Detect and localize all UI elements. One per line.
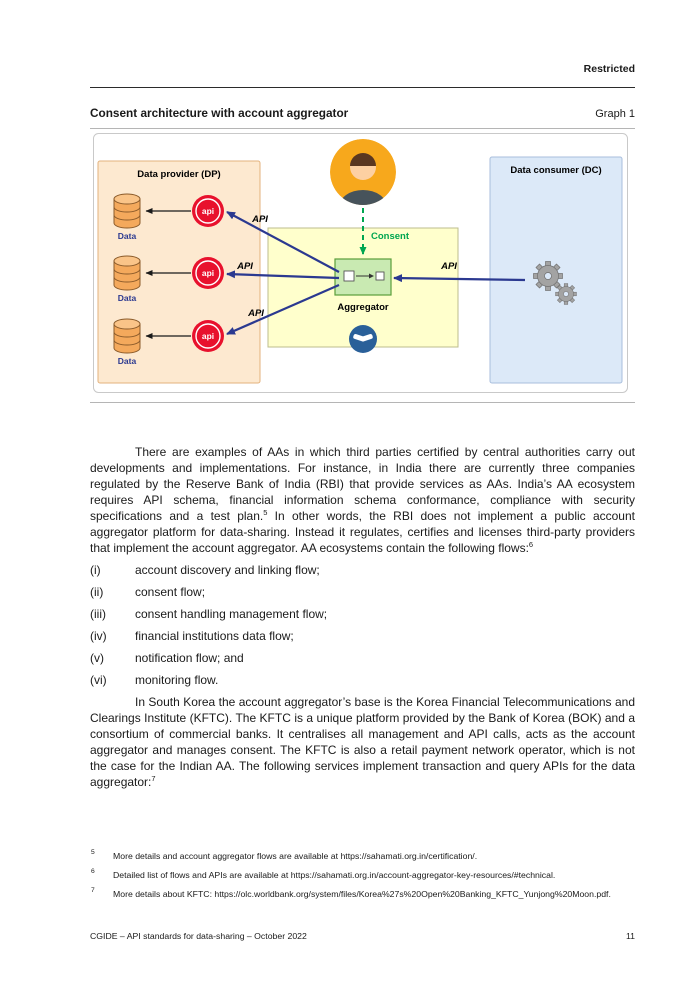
- footnote-ref-7: 7: [151, 774, 156, 783]
- list-item: [90, 606, 635, 622]
- list-marker: (v): [90, 651, 104, 665]
- flows-list: [90, 562, 635, 688]
- data-label: Data: [117, 231, 137, 241]
- footnote-ref-5: 5: [263, 508, 268, 517]
- aggregator-flow-icon: [376, 272, 384, 280]
- paragraph-1-text: There are examples of AAs in which third parties certified by central authorities carry out developments and implementations. For instance, in India there are currently three companies regulated by the Reserve Bank of India (RBI) that provide services as AAs. India’s AA ecosystem requires API schema, financial information schema conformance, compliance with security specifications and a test plan.: [90, 445, 635, 523]
- list-text: financial institutions data flow;: [135, 629, 294, 643]
- gear-icon: [534, 262, 563, 291]
- gear-icon: [556, 284, 577, 305]
- paragraph-2-text: In South Korea the account aggregator’s base is the Korea Financial Telecommunications and Clearings Institute (KFTC). The KFTC is a unique platform provided by the Bank of Korea (BOK) and a consortium of commercial banks. It centralises all management and API calls, acts as the account aggregator and manages consent. The KFTC is also a retail payment network operator, which is not the case for the Indian AA. The following services implement transaction and query APIs for the data aggregator:: [90, 695, 635, 789]
- api-icon-label: api: [201, 206, 215, 216]
- footnote-number: 7: [91, 887, 95, 894]
- footnote: [90, 889, 635, 899]
- list-text: notification flow; and: [135, 651, 244, 665]
- footnote-number: 5: [91, 849, 95, 856]
- api-arrow-label: API: [441, 261, 457, 272]
- consent-label: Consent: [371, 231, 409, 242]
- api-icon: [192, 257, 224, 289]
- footnote-text: More details about KFTC: https://olc.worldbank.org/system/files/Korea%27s%20Open%20Banking_KFTC_Yunjong%20Moon.pdf.: [113, 889, 611, 899]
- list-marker: (iii): [90, 607, 106, 621]
- database-icon: [114, 319, 140, 353]
- paragraph-1: [90, 444, 635, 556]
- aggregator-flow-icon: [344, 271, 354, 281]
- api-arrow-label: API: [248, 308, 264, 319]
- diagram-svg: [93, 133, 628, 393]
- list-item: [90, 562, 635, 578]
- list-marker: (i): [90, 563, 101, 577]
- footnote-ref-6: 6: [528, 540, 534, 549]
- data-label: Data: [117, 356, 137, 366]
- list-marker: (vi): [90, 673, 107, 687]
- data-consumer-label: Data consumer (DC): [510, 165, 602, 176]
- footnote-number: 6: [91, 868, 95, 875]
- footnote-text: More details and account aggregator flows are available at https://sahamati.org.in/certification/.: [113, 851, 478, 861]
- list-text: consent handling management flow;: [135, 607, 328, 621]
- list-item: [90, 672, 635, 688]
- figure-bottom-divider: [90, 402, 635, 403]
- database-icon: [114, 256, 140, 290]
- list-item: [90, 650, 635, 666]
- footnotes: [90, 851, 635, 908]
- figure-title: Consent architecture with account aggregator: [90, 106, 349, 120]
- api-icon-label: api: [201, 331, 215, 341]
- top-divider: [90, 87, 635, 88]
- data-provider-label: Data provider (DP): [137, 169, 221, 180]
- list-item: [90, 584, 635, 600]
- footer-document-title: CGIDE – API standards for data-sharing – October 2022: [90, 931, 307, 941]
- handshake-icon: [349, 325, 377, 353]
- footnote-text: Detailed list of flows and APIs are available at https://sahamati.org.in/account-aggregator-key-resources/#technical.: [113, 870, 556, 880]
- database-icon: [114, 194, 140, 228]
- footnote: [90, 851, 635, 861]
- api-icon: [192, 320, 224, 352]
- api-arrow-label: API: [252, 214, 268, 225]
- consent-architecture-diagram: [93, 133, 628, 393]
- figure-title-row: [90, 106, 635, 120]
- figure-top-divider: [90, 128, 635, 129]
- page-number: 11: [625, 931, 635, 941]
- data-label: Data: [117, 293, 137, 303]
- paragraph-2: [90, 694, 635, 790]
- paragraph-1-text: In other words, the RBI does not implement a public account aggregator platform for data-sharing. Instead it regulates, certifies and licenses third-party providers that implement the account aggregator. AA ecosystems contain the following flows:: [90, 509, 635, 555]
- list-text: account discovery and linking flow;: [135, 563, 320, 577]
- list-text: monitoring flow.: [135, 673, 219, 687]
- api-arrow-label: API: [237, 261, 253, 272]
- graph-number-label: Graph 1: [595, 108, 635, 120]
- list-marker: (iv): [90, 629, 107, 643]
- list-text: consent flow;: [135, 585, 206, 599]
- classification-label: Restricted: [583, 63, 635, 75]
- list-marker: (ii): [90, 585, 104, 599]
- api-icon-label: api: [201, 268, 215, 278]
- api-icon: [192, 195, 224, 227]
- body-text: [90, 444, 635, 796]
- aggregator-label: Aggregator: [337, 302, 389, 313]
- list-item: [90, 628, 635, 644]
- footnote: [90, 870, 635, 880]
- page-footer: [90, 931, 635, 941]
